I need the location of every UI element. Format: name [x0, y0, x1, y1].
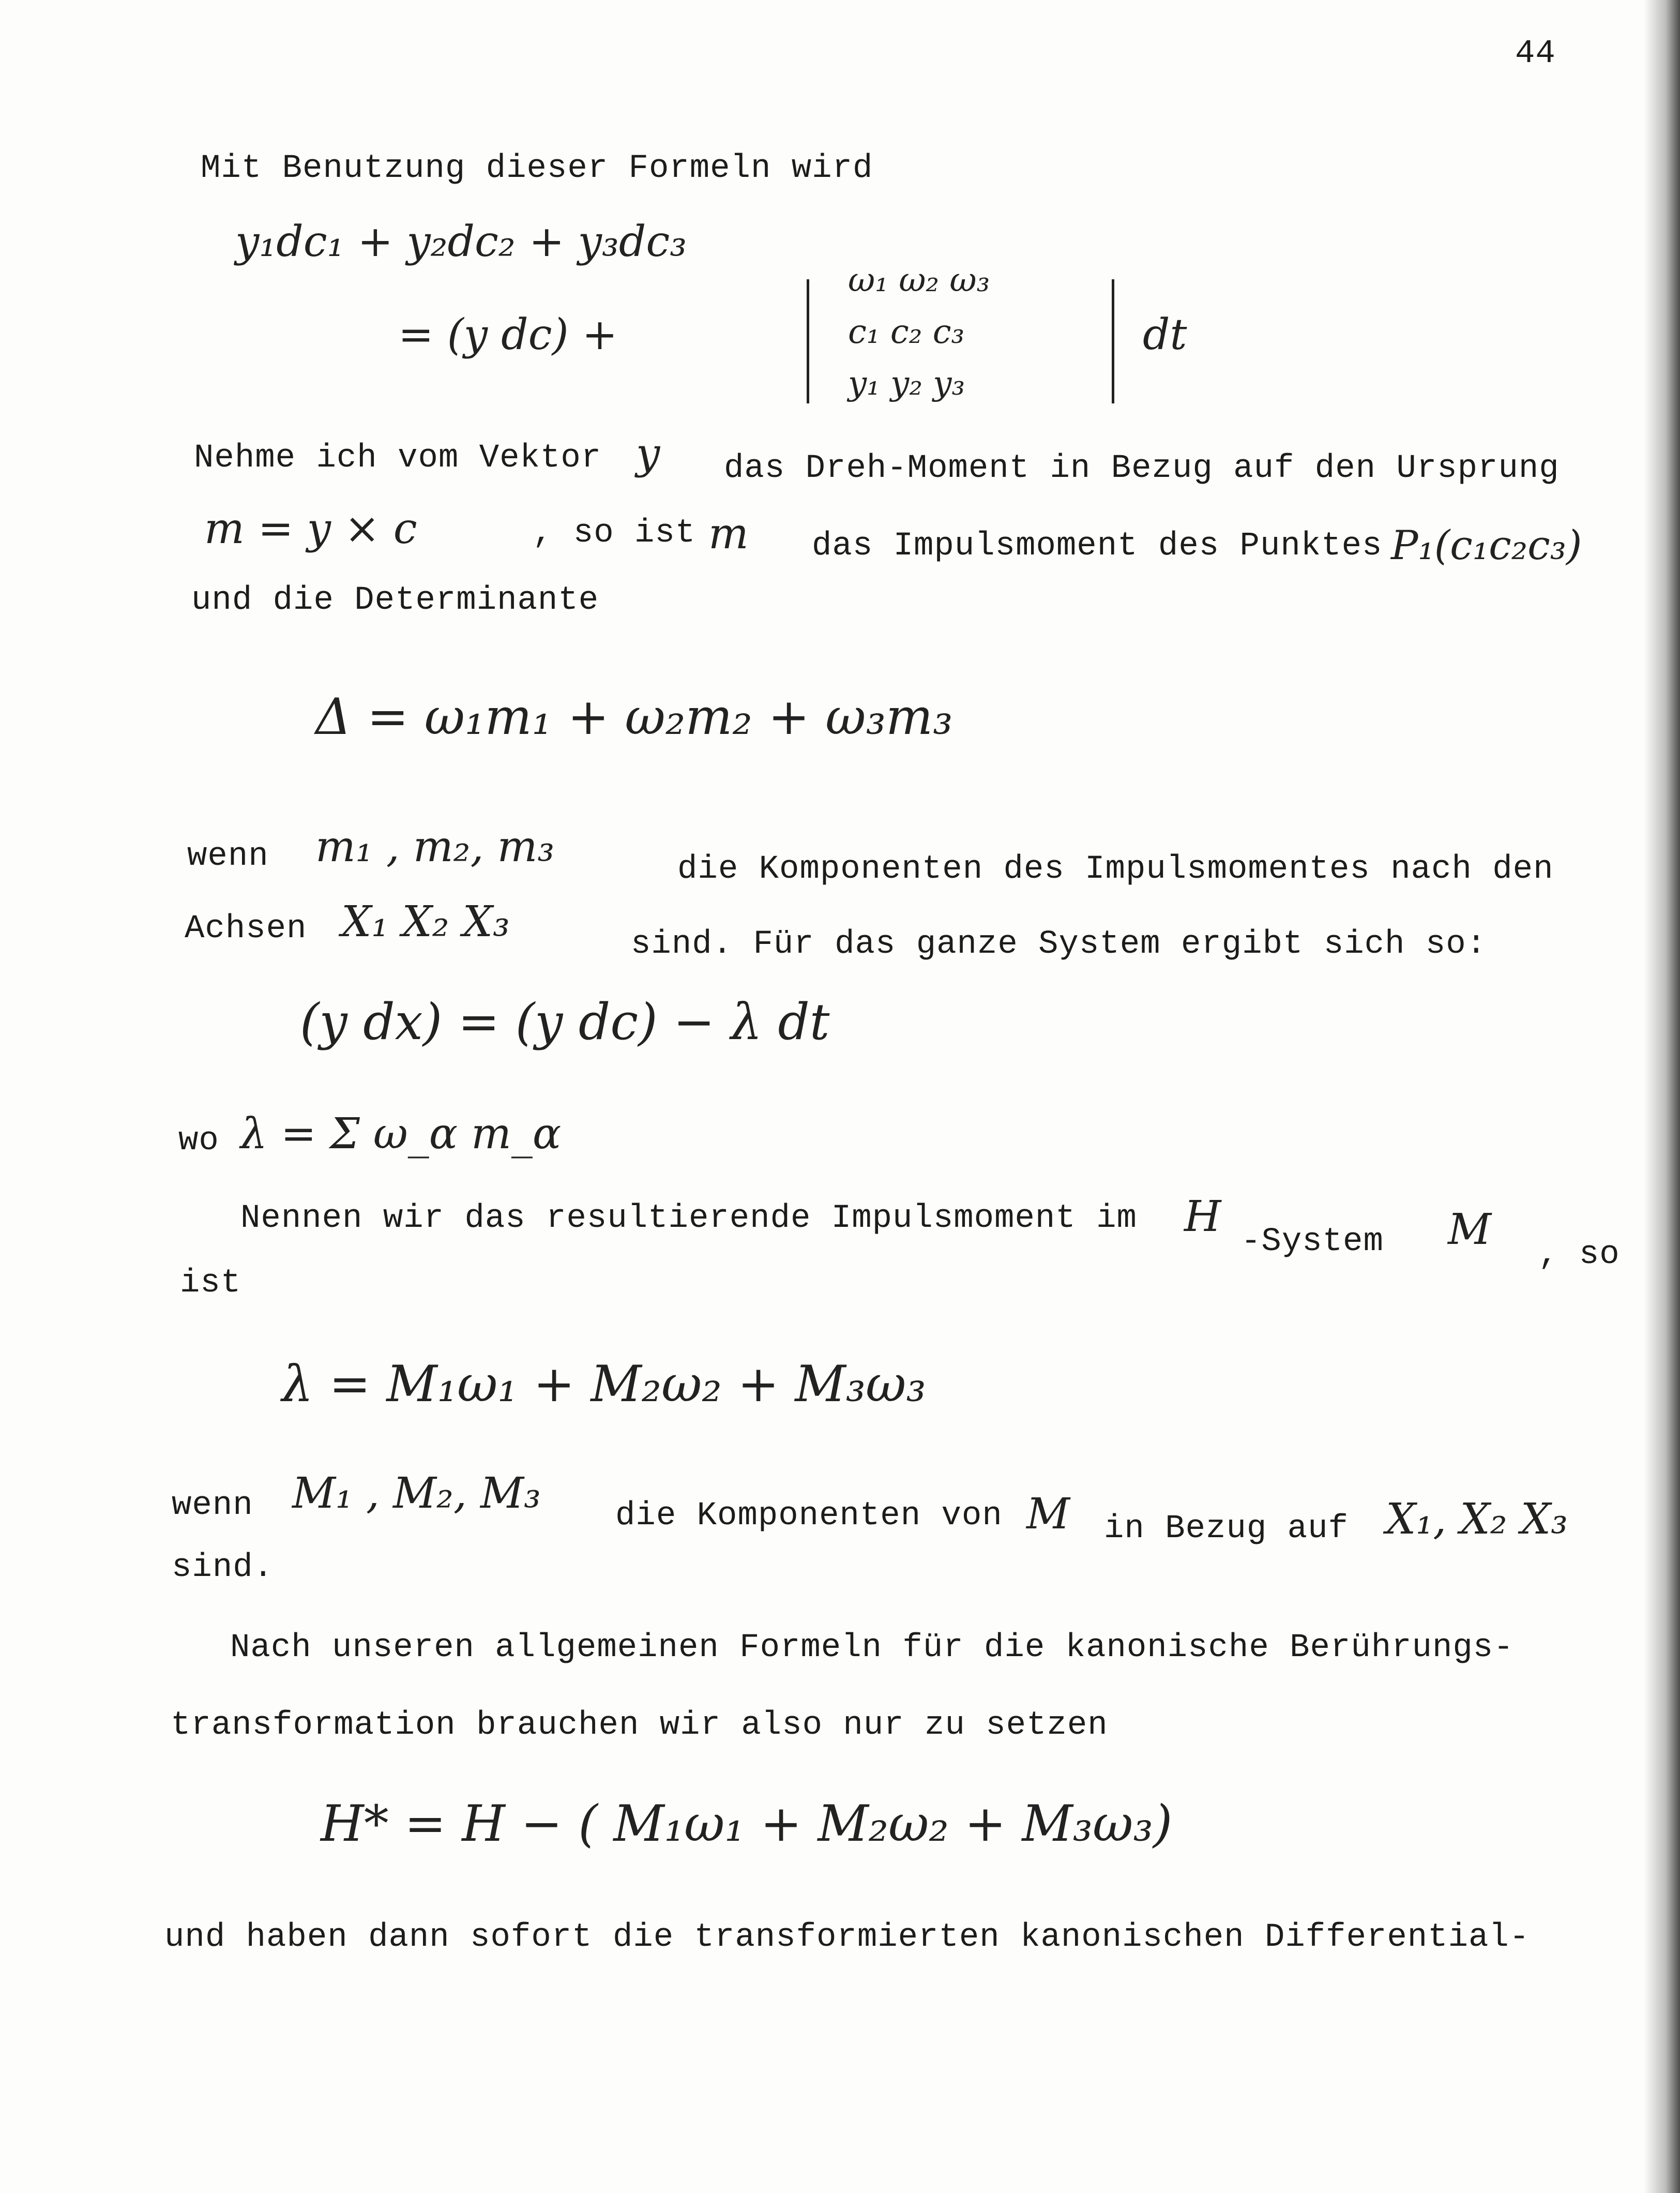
page-edge-shadow [1644, 0, 1680, 2193]
lambda-definition: λ = Σ ω_α m_α [240, 1109, 562, 1159]
lambda-equation: λ = M₁ω₁ + M₂ω₂ + M₃ω₃ [282, 1355, 926, 1413]
axes-x: X₁ X₂ X₃ [341, 897, 510, 947]
text-line-10b: die Komponenten von [615, 1497, 1003, 1535]
determinant-row-1: ω₁ ω₂ ω₃ [848, 261, 990, 299]
text-line-4: und die Determinante [191, 582, 599, 619]
eq1-lhs: y₁dc₁ + y₂dc₂ + y₃dc₃ [235, 217, 687, 266]
text-line-10c: in Bezug auf [1104, 1510, 1349, 1548]
text-line-1: Mit Benutzung dieser Formeln wird [201, 150, 873, 187]
text-line-13: transformation brauchen wir also nur zu setzen [171, 1707, 1108, 1744]
text-line-6b: sind. Für das ganze System ergibt sich so: [631, 926, 1487, 963]
point-p1: P₁(c₁c₂c₃) [1391, 522, 1582, 569]
eq1-rhs: = (y dc) + [398, 310, 618, 359]
h-system-symbol: H [1184, 1192, 1221, 1241]
text-line-14: und haben dann sofort die transformierten kanonischen Differential- [164, 1919, 1530, 1956]
determinant-right-bar [1112, 279, 1114, 403]
determinant-row-3: y₁ y₂ y₃ [848, 365, 965, 403]
m-definition: m = y × c [204, 504, 417, 553]
text-line-8a: Nennen wir das resultierende Impulsmoment im [240, 1200, 1137, 1237]
text-line-3a: , so ist [533, 515, 696, 552]
text-line-8b: -System [1241, 1223, 1384, 1260]
M-components: M₁ , M₂, M₃ [292, 1469, 541, 1518]
vector-y: y [636, 429, 660, 478]
text-line-2a: Nehme ich vom Vektor [194, 440, 602, 477]
text-line-5b: die Komponenten des Impulsmomentes nach den [677, 851, 1554, 888]
page-number: 44 [1515, 35, 1556, 72]
text-line-5a: wenn [187, 838, 269, 875]
text-line-2b: das Dreh-Moment in Bezug auf den Ursprung [724, 450, 1560, 487]
m-symbol: m [708, 509, 749, 559]
text-line-11: sind. [172, 1549, 274, 1586]
text-line-10a: wenn [172, 1487, 253, 1524]
delta-equation: Δ = ω₁m₁ + ω₂m₂ + ω₃m₃ [315, 688, 953, 746]
text-line-3b: das Impulsmoment des Punktes [812, 528, 1383, 565]
M-symbol-2: M [1026, 1490, 1070, 1539]
axes-x-2: X₁, X₂ X₃ [1386, 1495, 1568, 1544]
determinant-row-2: c₁ c₂ c₃ [848, 313, 965, 351]
eq1-dt: dt [1143, 310, 1187, 359]
ydx-equation: (y dx) = (y dc) − λ dt [300, 993, 830, 1051]
text-line-7: wo [178, 1122, 219, 1160]
h-star-equation: H* = H − ( M₁ω₁ + M₂ω₂ + M₃ω₃) [321, 1795, 1173, 1853]
text-line-6a: Achsen [185, 910, 307, 948]
text-line-12: Nach unseren allgemeinen Formeln für die kanonische Berührungs- [230, 1629, 1514, 1666]
determinant-left-bar [807, 279, 809, 403]
text-line-8c: , so [1538, 1236, 1620, 1273]
m-components: m₁ , m₂, m₃ [315, 822, 555, 872]
text-line-9: ist [180, 1265, 241, 1302]
M-symbol: M [1448, 1205, 1491, 1254]
